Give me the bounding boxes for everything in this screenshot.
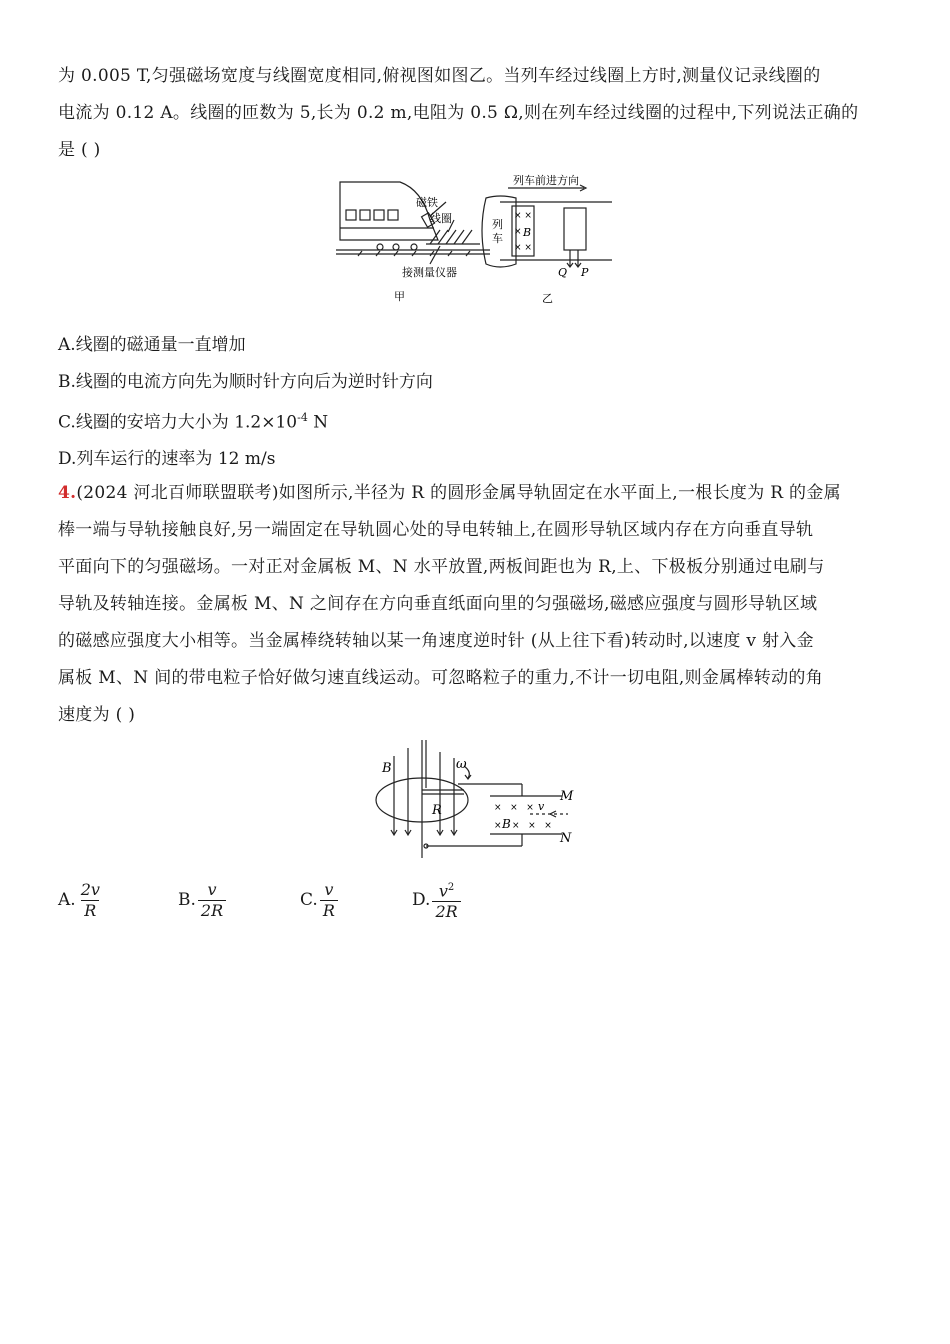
- q3-option-a[interactable]: A.线圈的磁通量一直增加: [58, 335, 246, 355]
- q4-option-c[interactable]: C. $\frac{v}{R}$: [300, 872, 338, 928]
- train-side-view: [336, 182, 490, 264]
- yi-q-label: Q: [558, 266, 568, 279]
- q4-line-6: 属板 M、N 间的带电粒子恰好做匀速直线运动。可忽略粒子的重力,不计一切电阻,则金属棒转动的角: [58, 668, 823, 688]
- svg-text:× × ×: × × ×: [512, 821, 552, 831]
- q3-stem-line-2: 电流为 0.12 A。线圈的匝数为 5,长为 0.2 m,电阻为 0.5 Ω,则在列车经过线圈的过程中,下列说法正确的: [58, 103, 859, 123]
- svg-text:×: ×: [494, 821, 502, 831]
- jia-caption: 甲: [394, 290, 405, 303]
- q4-option-b[interactable]: B. $\frac{v}{2R}$: [178, 872, 226, 928]
- yi-train-label-2: 车: [492, 232, 503, 245]
- q4-fig-n: N: [560, 831, 572, 846]
- svg-text:× ×: × ×: [514, 243, 532, 253]
- yi-train-label-1: 列: [492, 218, 503, 231]
- q4-line-1: 4.(2024 河北百师联盟联考)如图所示,半径为 R 的圆形金属导轨固定在水平面上,一根长度为 R 的金属: [58, 483, 841, 503]
- q4-fig-r: R: [432, 803, 442, 818]
- q4-line-2: 棒一端与导轨接触良好,另一端固定在导轨圆心处的导电转轴上,在圆形导轨区域内存在方向垂直导轨: [58, 520, 814, 540]
- yi-field-label: B: [523, 226, 532, 239]
- q3-stem-line-3: 是 ( ): [58, 140, 101, 160]
- yi-caption: 乙: [542, 292, 553, 305]
- q4-fig-b-plates: B: [502, 817, 511, 831]
- jia-coil-label: 线圈: [430, 212, 452, 225]
- q4-number: 4.: [58, 483, 77, 503]
- question-3: [58, 58, 894, 169]
- q3-stem-line-1: 为 0.005 T,匀强磁场宽度与线圈宽度相同,俯视图如图乙。当列车经过线圈上方时,测量仪记录线圈的: [58, 66, 821, 86]
- q3-option-d[interactable]: D.列车运行的速率为 12 m/s: [58, 449, 276, 470]
- q3-options: [58, 327, 894, 478]
- q4-options: [58, 872, 894, 928]
- q4-line-4: 导轨及转轴连接。金属板 M、N 之间存在方向垂直纸面向里的匀强磁场,磁感应强度与圆形导轨区域: [58, 594, 818, 614]
- q4-fig-omega: ω: [456, 757, 467, 772]
- question-4: [58, 475, 894, 734]
- q3-figure: [330, 168, 620, 310]
- q4-source: (2024 河北百师联盟联考): [76, 483, 279, 503]
- q4-line-7: 速度为 ( ): [58, 705, 136, 725]
- q4-fig-m: M: [560, 789, 574, 804]
- yi-direction-label: 列车前进方向: [513, 174, 579, 187]
- q4-figure: [372, 738, 582, 862]
- jia-magnet-label: 磁铁: [416, 196, 438, 209]
- q3-option-c[interactable]: C.线圈的安培力大小为 $1.2\times 10^{-4}$ N: [58, 411, 329, 433]
- svg-text:× × ×: × × ×: [494, 803, 534, 813]
- q4-option-a[interactable]: A. $\frac{2v}{R}$: [58, 879, 100, 920]
- svg-text:× ×: × ×: [514, 211, 532, 221]
- q4-option-d[interactable]: D. $\frac{v^2}{2R}$: [412, 872, 461, 928]
- q3-option-b[interactable]: B.线圈的电流方向先为顺时针方向后为逆时针方向: [58, 371, 433, 392]
- q4-fig-v: v: [538, 800, 545, 813]
- yi-p-label: P: [581, 266, 589, 279]
- jia-meter-label: 接测量仪器: [402, 266, 457, 279]
- q4-line-3: 平面向下的匀强磁场。一对正对金属板 M、N 水平放置,两板间距也为 R,上、下极板分别通过电刷与: [58, 557, 825, 577]
- q4-fig-b-left: B: [382, 761, 392, 776]
- svg-text:×: ×: [514, 227, 522, 237]
- q4-line-5: 的磁感应强度大小相等。当金属棒绕转轴以某一角速度逆时针 (从上往下看)转动时,以速度 v 射入金: [58, 631, 814, 651]
